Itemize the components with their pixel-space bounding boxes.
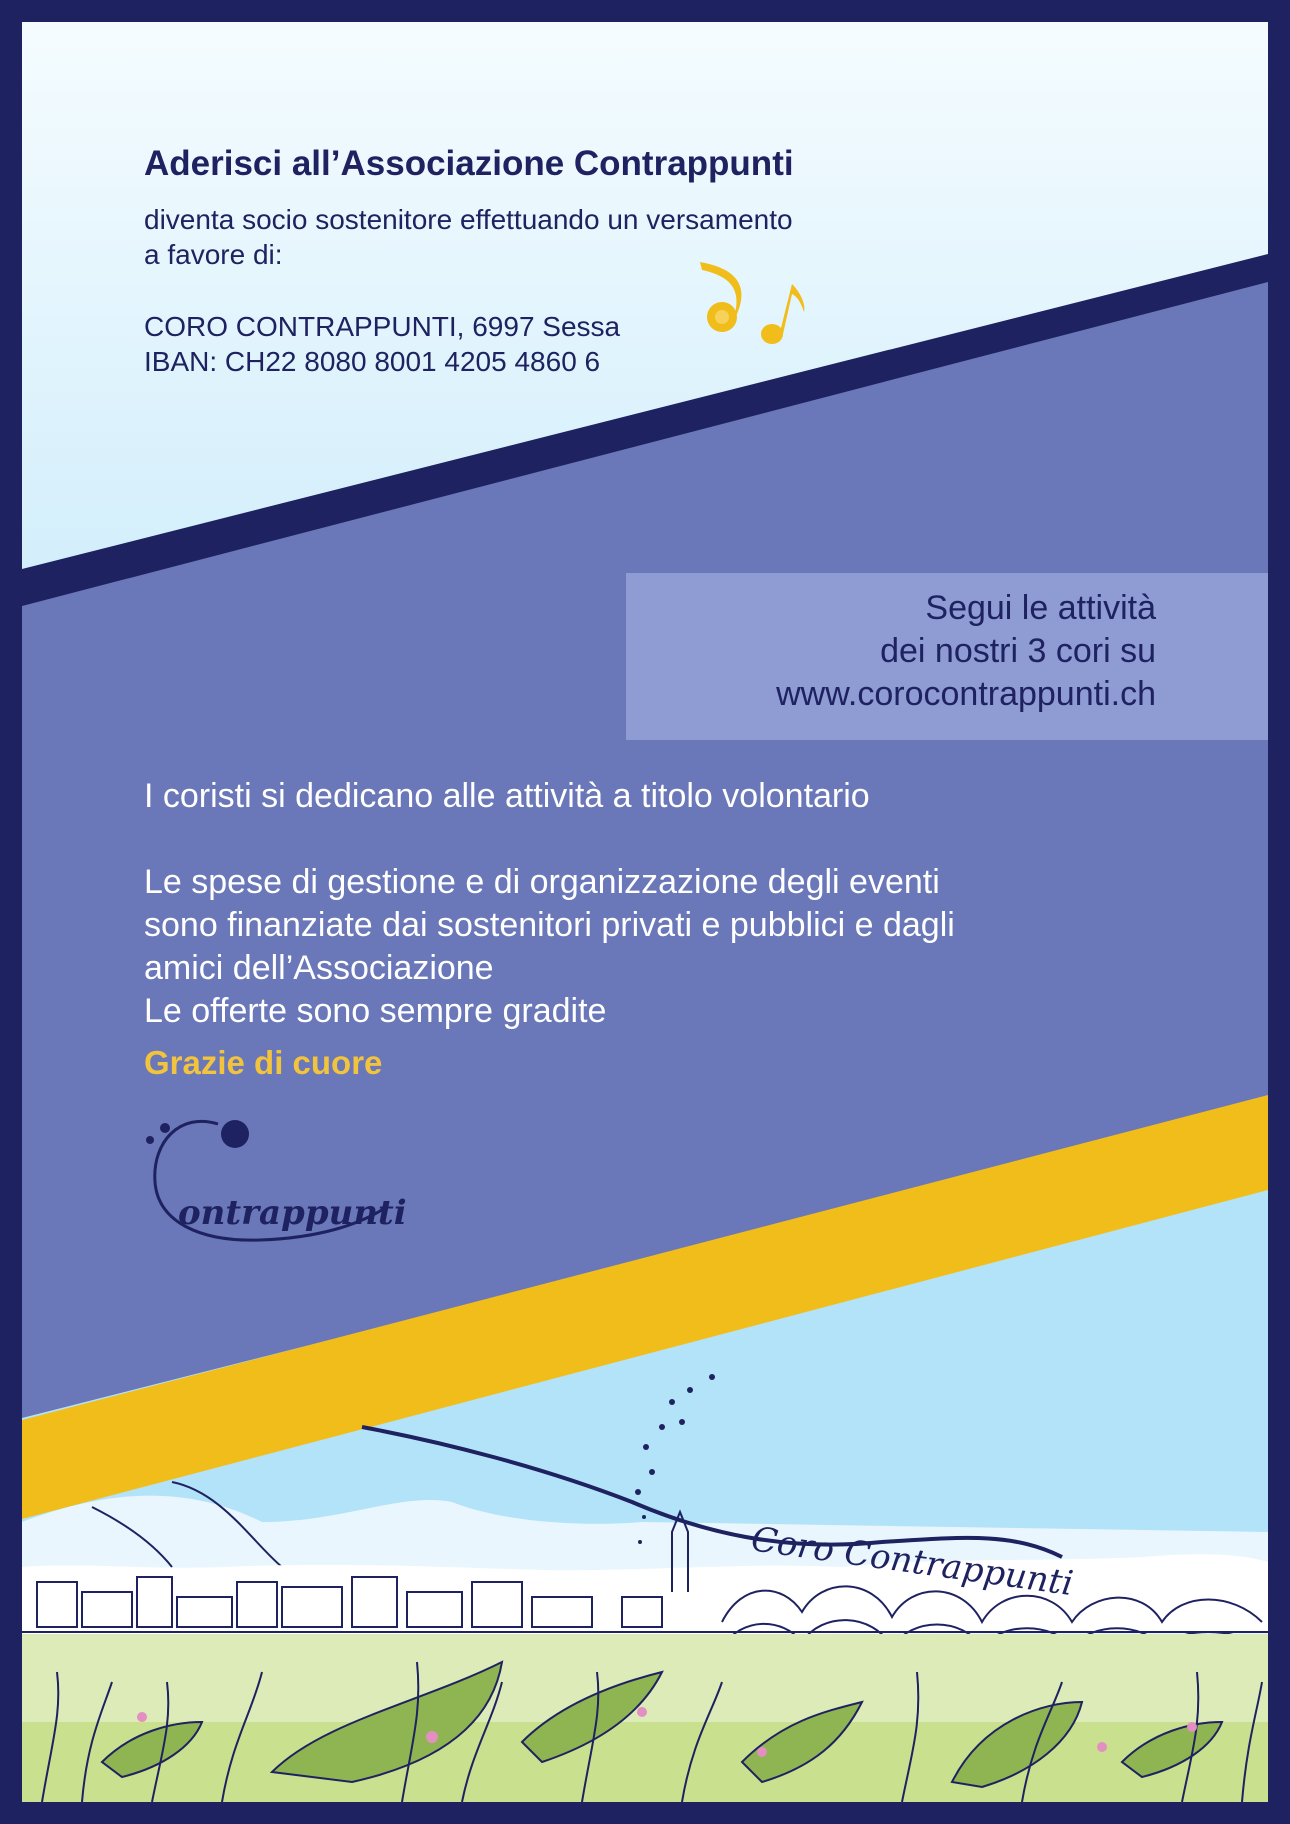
flyer-content <box>22 22 1268 1802</box>
membership-line-1: diventa socio sostenitore effettuando un versamento <box>144 204 793 235</box>
follow-line-2: dei nostri 3 cori su <box>880 632 1156 670</box>
follow-line-1: Segui le attività <box>925 589 1156 627</box>
logo-text: ontrappunti <box>178 1193 407 1233</box>
music-notes-icon <box>700 262 804 344</box>
expenses-line-1: Le spese di gestione e di organizzazione degli eventi <box>144 863 940 901</box>
expenses-line-2: sono finanziate dai sostenitori privati e pubblici e dagli <box>144 906 955 944</box>
thanks-text: Grazie di cuore <box>144 1044 383 1081</box>
account-name: CORO CONTRAPPUNTI, 6997 Sessa <box>144 311 621 342</box>
membership-line-2: a favore di: <box>144 239 283 270</box>
choir-logo-icon <box>140 1112 440 1262</box>
bank-details <box>144 309 620 379</box>
membership-description <box>144 202 944 272</box>
follow-text <box>776 587 1156 716</box>
follow-box <box>626 573 1268 740</box>
expenses-line-3: amici dell’Associazione <box>144 949 494 987</box>
website-link[interactable]: www.corocontrappunti.ch <box>776 675 1156 713</box>
iban-number: IBAN: CH22 8080 8001 4205 4860 6 <box>144 346 601 377</box>
offers-text: Le offerte sono sempre gradite <box>144 992 607 1030</box>
volunteer-text: I coristi si dedicano alle attività a titolo volontario <box>144 777 870 815</box>
illustration-signature: Coro Contrappunti <box>748 1519 1076 1605</box>
membership-heading: Aderisci all’Associazione Contrappunti <box>144 144 794 183</box>
